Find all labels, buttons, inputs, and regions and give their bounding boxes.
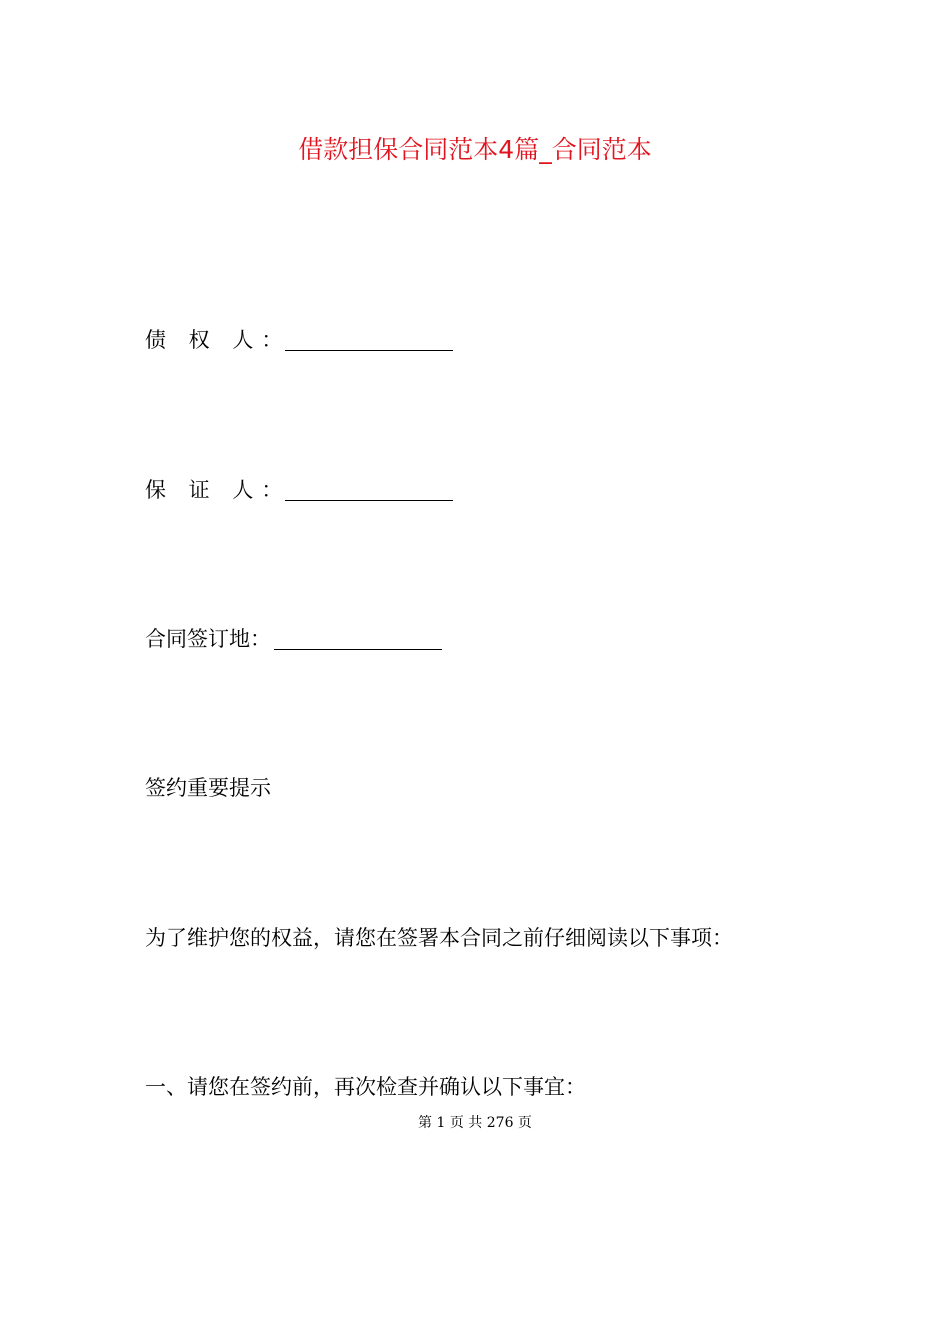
signing-place-field <box>145 624 442 654</box>
creditor-colon: ： <box>261 328 283 352</box>
signing-place-blank <box>274 627 442 650</box>
guarantor-blank <box>285 478 453 501</box>
signing-place-label: 合同签订地 <box>145 627 250 651</box>
page-footer: 第 1 页 共 276 页 <box>418 1115 532 1131</box>
creditor-blank <box>285 328 453 351</box>
guarantor-colon: ： <box>261 478 283 502</box>
section-heading: 签约重要提示 <box>145 776 271 800</box>
signing-place-colon: ： <box>250 627 271 651</box>
guarantor-label: 保 证 人 <box>145 478 262 502</box>
guarantor-field <box>145 475 453 505</box>
creditor-label: 债 权 人 <box>145 328 262 352</box>
creditor-field <box>145 325 453 355</box>
page-title: 借款担保合同范本4篇_合同范本 <box>298 135 652 164</box>
intro-paragraph: 为了维护您的权益，请您在签署本合同之前仔细阅读以下事项： <box>145 926 733 950</box>
item-one-paragraph: 一、请您在签约前，再次检查并确认以下事宜： <box>145 1075 586 1099</box>
